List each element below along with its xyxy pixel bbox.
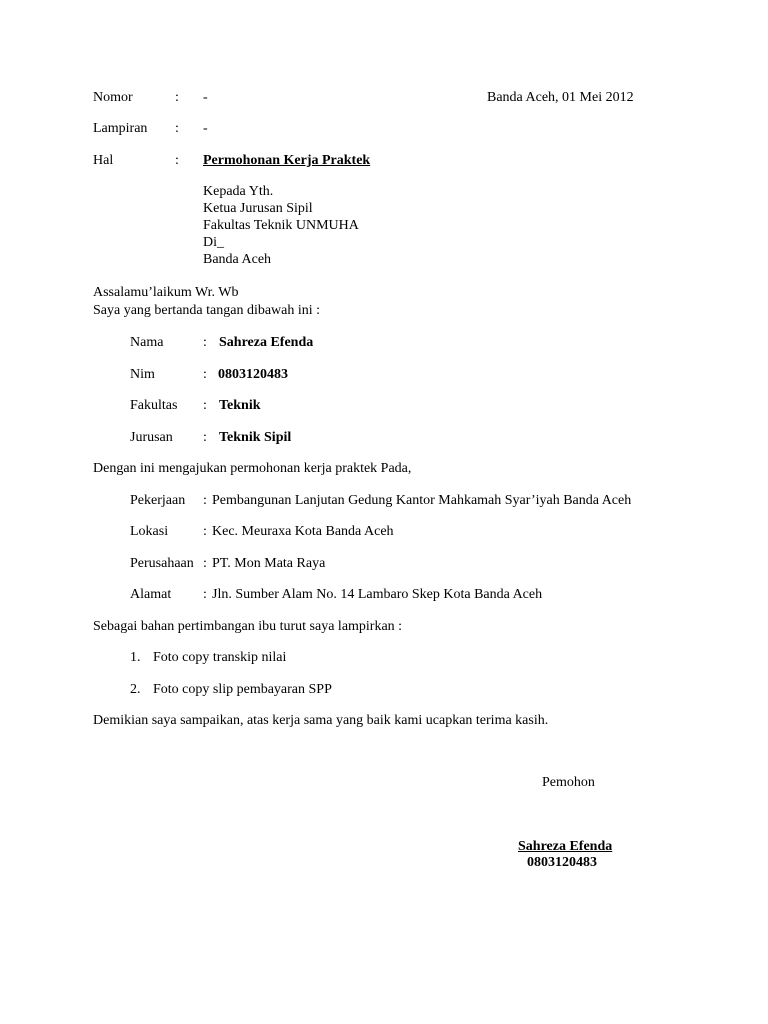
greeting: Assalamu’laikum Wr. Wb bbox=[93, 285, 239, 300]
detail-label-pekerjaan: Pekerjaan bbox=[130, 493, 186, 508]
identity-separator: : bbox=[203, 430, 207, 445]
signature-role: Pemohon bbox=[542, 775, 595, 790]
detail-value-alamat: Jln. Sumber Alam No. 14 Lambaro Skep Kota Banda Aceh bbox=[212, 587, 543, 602]
attachment-number: 2. bbox=[130, 682, 141, 697]
detail-label-lokasi: Lokasi bbox=[130, 524, 169, 539]
attachment-number: 1. bbox=[130, 650, 141, 665]
identity-label-jurusan: Jurusan bbox=[130, 430, 173, 445]
recipient-line: Banda Aceh bbox=[203, 252, 272, 267]
identity-separator: : bbox=[203, 335, 207, 350]
detail-separator: : bbox=[203, 587, 207, 602]
recipient-line: Di_ bbox=[203, 235, 224, 250]
identity-label-nama: Nama bbox=[130, 335, 164, 350]
hal-separator: : bbox=[175, 153, 179, 168]
detail-label-alamat: Alamat bbox=[130, 587, 172, 602]
identity-value-nim: 0803120483 bbox=[218, 367, 288, 382]
identity-value-jurusan: Teknik Sipil bbox=[219, 430, 292, 445]
hal-subject: Permohonan Kerja Praktek bbox=[203, 153, 371, 168]
recipient-line: Kepada Yth. bbox=[203, 184, 274, 199]
identity-value-fakultas: Teknik bbox=[219, 398, 261, 413]
detail-separator: : bbox=[203, 524, 207, 539]
identity-label-nim: Nim bbox=[130, 367, 155, 382]
lampiran-value: - bbox=[203, 121, 208, 136]
nomor-value: - bbox=[203, 90, 208, 105]
detail-label-perusahaan: Perusahaan bbox=[130, 556, 194, 571]
identity-value-nama: Sahreza Efenda bbox=[219, 335, 314, 350]
identity-separator: : bbox=[203, 398, 207, 413]
detail-value-pekerjaan: Pembangunan Lanjutan Gedung Kantor Mahkamah Syar’iyah Banda Aceh bbox=[212, 493, 632, 508]
signature-nim: 0803120483 bbox=[527, 855, 597, 870]
hal-label: Hal bbox=[93, 153, 114, 168]
nomor-separator: : bbox=[175, 90, 179, 105]
recipient-block bbox=[203, 183, 359, 268]
identity-label-fakultas: Fakultas bbox=[130, 398, 178, 413]
identity-separator: : bbox=[203, 367, 207, 382]
recipient-line: Ketua Jurusan Sipil bbox=[203, 201, 313, 216]
place-date: Banda Aceh, 01 Mei 2012 bbox=[487, 90, 634, 105]
attachments-intro: Sebagai bahan pertimbangan ibu turut saya lampirkan : bbox=[93, 619, 403, 634]
request-intro: Dengan ini mengajukan permohonan kerja praktek Pada, bbox=[93, 461, 412, 476]
attachment-item: Foto copy slip pembayaran SPP bbox=[153, 682, 332, 697]
lampiran-label: Lampiran bbox=[93, 121, 148, 136]
closing-text: Demikian saya sampaikan, atas kerja sama yang baik kami ucapkan terima kasih. bbox=[93, 713, 549, 728]
detail-value-perusahaan: PT. Mon Mata Raya bbox=[212, 556, 326, 571]
intro-text: Saya yang bertanda tangan dibawah ini : bbox=[93, 303, 321, 318]
recipient-line: Fakultas Teknik UNMUHA bbox=[203, 218, 359, 233]
nomor-label: Nomor bbox=[93, 90, 133, 105]
attachment-item: Foto copy transkip nilai bbox=[153, 650, 287, 665]
signature-name: Sahreza Efenda bbox=[518, 839, 613, 854]
detail-value-lokasi: Kec. Meuraxa Kota Banda Aceh bbox=[212, 524, 394, 539]
detail-separator: : bbox=[203, 556, 207, 571]
detail-separator: : bbox=[203, 493, 207, 508]
lampiran-separator: : bbox=[175, 121, 179, 136]
